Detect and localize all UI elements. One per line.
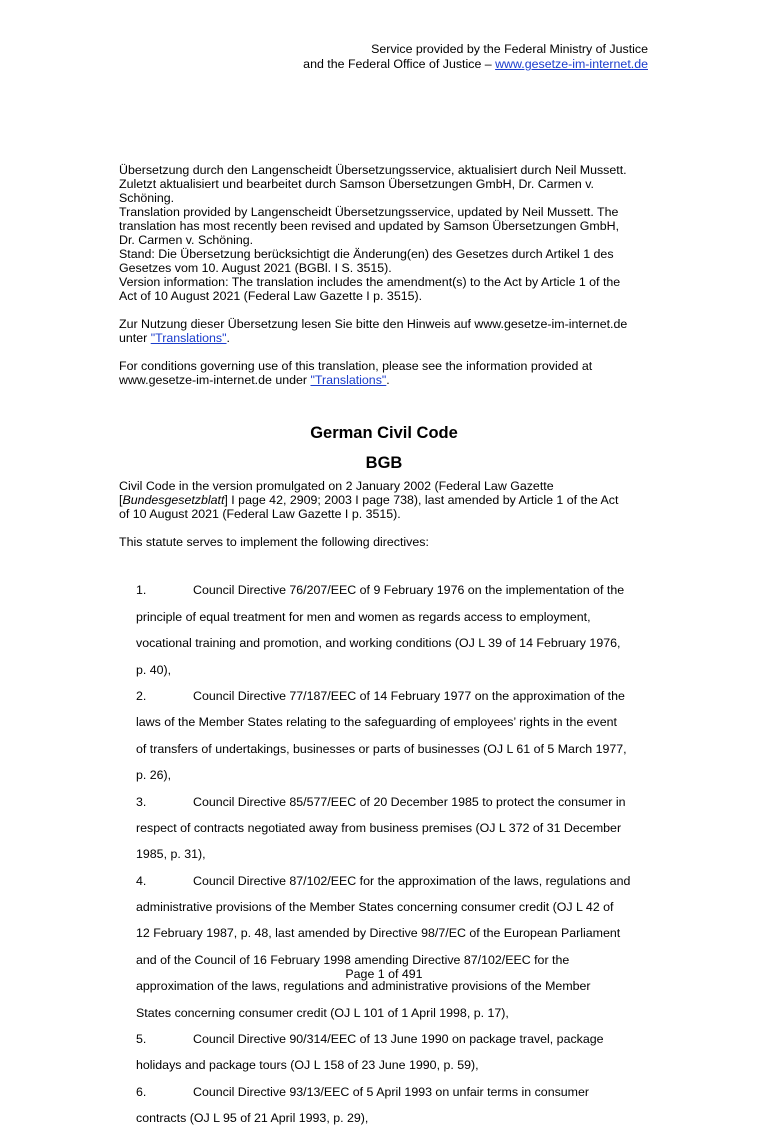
notice-line: Dr. Carmen v. Schöning. (119, 233, 254, 247)
directive-text: laws of the Member States relating to the safeguarding of employees’ rights in the event (136, 715, 617, 730)
page-number: Page 1 of 491 (345, 967, 423, 981)
german-usage-line: Zur Nutzung dieser Übersetzung lesen Sie bitte den Hinweis auf www.gesetze-im-internet.de (119, 317, 628, 331)
gazette-name-italic: Bundesgesetzblatt (122, 493, 225, 507)
notice-line: Schöning. (119, 191, 175, 205)
directive-item (136, 1032, 651, 1072)
directive-number: 6. (136, 1084, 147, 1099)
directive-text: contracts (OJ L 95 of 21 April 1993, p. 29), (136, 1111, 369, 1126)
directive-text: of transfers of undertakings, businesses or parts of businesses (OJ L 61 of 5 March 1977, (136, 741, 627, 756)
german-usage-suffix: . (226, 331, 230, 345)
english-usage-prefix: www.gesetze-im-internet.de under (119, 373, 311, 387)
directive-text: and of the Council of 16 February 1998 amending Directive 87/102/EEC for the (136, 952, 570, 967)
directive-text: 1985, p. 31), (136, 847, 206, 862)
notice-line: Stand: Die Übersetzung berücksichtigt die Änderung(en) des Gesetzes durch Artikel 1 des (119, 247, 614, 261)
directive-text: p. 40), (136, 662, 172, 677)
directive-number: 5. (136, 1032, 147, 1047)
bracket-open: [ (119, 493, 123, 507)
directive-number: 1. (136, 583, 147, 598)
directive-text: administrative provisions of the Member States concerning consumer credit (OJ L 42 of (136, 900, 614, 915)
notice-line: Act of 10 August 2021 (Federal Law Gazette I p. 3515). (119, 289, 423, 303)
translations-link-en[interactable]: "Translations" (310, 373, 387, 387)
directive-number: 3. (136, 794, 147, 809)
statute-intro: This statute serves to implement the following directives: (119, 535, 429, 549)
page-header (303, 42, 648, 72)
notice-line: Zuletzt aktualisiert und bearbeitet durch Samson Übersetzungen GmbH, Dr. Carmen v. (119, 177, 594, 191)
directive-item (136, 874, 651, 1020)
english-usage-line: For conditions governing use of this translation, please see the information provided at (119, 359, 593, 373)
translation-notice (119, 163, 659, 387)
german-usage-prefix: unter (119, 331, 151, 345)
directive-number: 2. (136, 688, 147, 703)
document-body (119, 479, 649, 549)
directive-item (136, 1085, 651, 1125)
directive-item (136, 689, 651, 782)
notice-line: Gesetzes vom 10. August 2021 (BGBl. I S. 3515). (119, 261, 392, 275)
directive-text: principle of equal treatment for men and women as regards access to employment, (136, 609, 591, 624)
header-line-2 (303, 57, 648, 72)
document-title: German Civil Code (310, 424, 458, 442)
directive-text: Council Directive 77/187/EEC of 14 February 1977 on the approximation of the (193, 688, 625, 703)
header-line-2-text: and the Federal Office of Justice – (303, 57, 496, 71)
header-line-1: Service provided by the Federal Ministry of Justice (371, 42, 648, 56)
directive-text: vocational training and promotion, and working conditions (OJ L 39 of 14 February 1976, (136, 636, 621, 651)
directive-text: respect of contracts negotiated away from business premises (OJ L 372 of 31 December (136, 820, 622, 835)
directive-text: Council Directive 90/314/EEC of 13 June 1990 on package travel, package (193, 1032, 604, 1047)
directive-text: approximation of the laws, regulations and administrative provisions of the Member (136, 979, 591, 994)
directive-text: Council Directive 76/207/EEC of 9 February 1976 on the implementation of the (193, 583, 625, 598)
promulgation-line: Civil Code in the version promulgated on 2 January 2002 (Federal Law Gazette (119, 479, 554, 493)
english-usage-line-2 (119, 373, 659, 387)
promulgation-line: of 10 August 2021 (Federal Law Gazette I p. 3515). (119, 507, 401, 521)
header-website-link[interactable]: www.gesetze-im-internet.de (495, 57, 648, 71)
directive-text: holidays and package tours (OJ L 158 of 23 June 1990, p. 59), (136, 1058, 479, 1073)
directive-text: States concerning consumer credit (OJ L 101 of 1 April 1998, p. 17), (136, 1005, 509, 1020)
german-usage-line-2 (119, 331, 659, 345)
notice-line: Übersetzung durch den Langenscheidt Übersetzungsservice, aktualisiert durch Neil Mussett. (119, 163, 627, 177)
document-abbreviation: BGB (365, 454, 403, 472)
promulgation-line-rest: ] I page 42, 2909; 2003 I page 738), last amended by Article 1 of the Act (224, 493, 619, 507)
directive-text: p. 26), (136, 768, 172, 783)
directive-number: 4. (136, 873, 147, 888)
directive-text: Council Directive 85/577/EEC of 20 December 1985 to protect the consumer in (193, 794, 626, 809)
notice-line: Version information: The translation includes the amendment(s) to the Act by Article 1 of the (119, 275, 621, 289)
directive-text: Council Directive 87/102/EEC for the approximation of the laws, regulations and (193, 873, 631, 888)
notice-line: Translation provided by Langenscheidt Übersetzungsservice, updated by Neil Mussett. The (119, 205, 619, 219)
directive-text: 12 February 1987, p. 48, last amended by Directive 98/7/EC of the European Parliament (136, 926, 621, 941)
notice-line: translation has most recently been revised and updated by Samson Übersetzungen GmbH, (119, 219, 620, 233)
promulgation-line (119, 493, 649, 507)
english-usage-suffix: . (386, 373, 390, 387)
directive-list (136, 571, 651, 1138)
directive-item (136, 795, 651, 862)
directive-text: Council Directive 93/13/EEC of 5 April 1993 on unfair terms in consumer (193, 1084, 590, 1099)
directive-item (136, 583, 651, 676)
translations-link-de[interactable]: "Translations" (150, 331, 227, 345)
